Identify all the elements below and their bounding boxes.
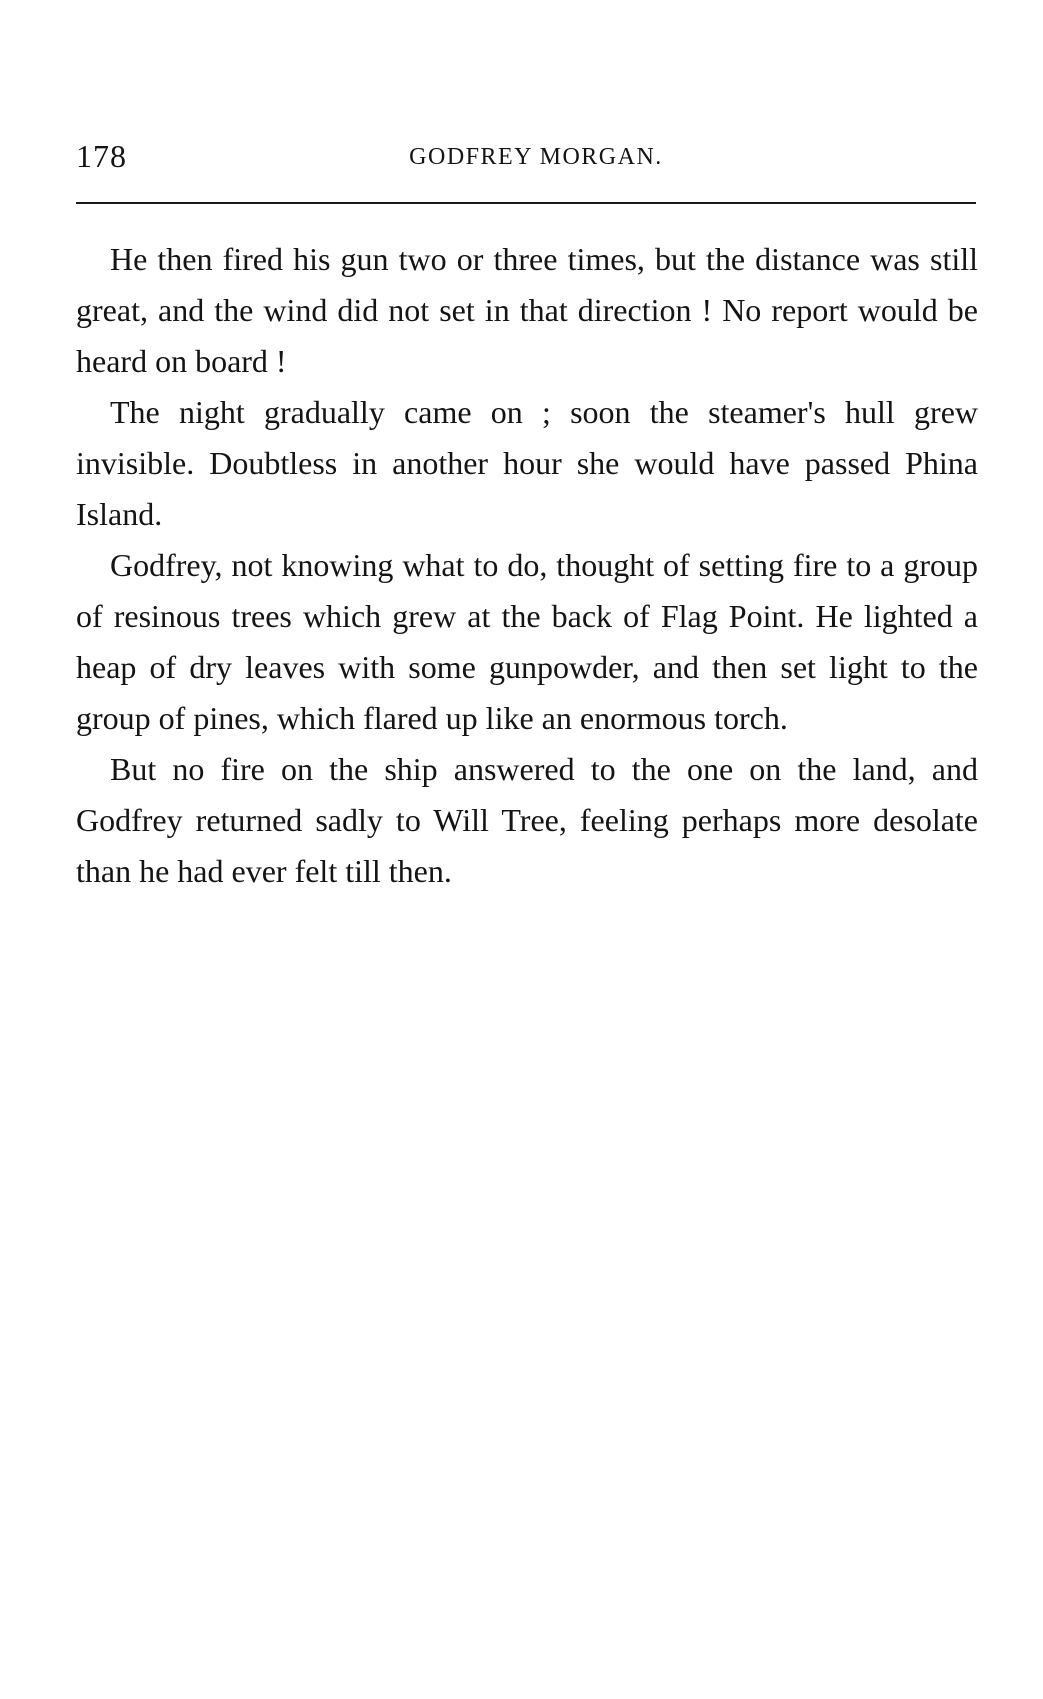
paragraph-4: But no fire on the ship answered to the one on the land, and Godfrey returned sadly to Will Tree, feeling perhaps more desolate than he had ever felt till then.: [76, 751, 978, 889]
running-head: [76, 138, 976, 178]
paragraph-3: Godfrey, not knowing what to do, thought of setting fire to a group of resinous trees which grew at the back of Flag Point. He lighted a heap of dry leaves with some gunpowder, and then set light to the group of pines, which flared up like an enormous torch.: [76, 547, 978, 736]
header-rule: [76, 202, 976, 204]
body-text: [76, 234, 978, 897]
page-number: 178: [76, 138, 127, 174]
paragraph-1: He then fired his gun two or three times, but the distance was still great, and the wind did not set in that direction ! No report would be heard on board !: [76, 241, 978, 379]
paragraph-2: The night gradually came on ; soon the steamer's hull grew invisible. Doubtless in another hour she would have passed Phina Island.: [76, 394, 978, 532]
running-title: GODFREY MORGAN.: [409, 144, 663, 170]
